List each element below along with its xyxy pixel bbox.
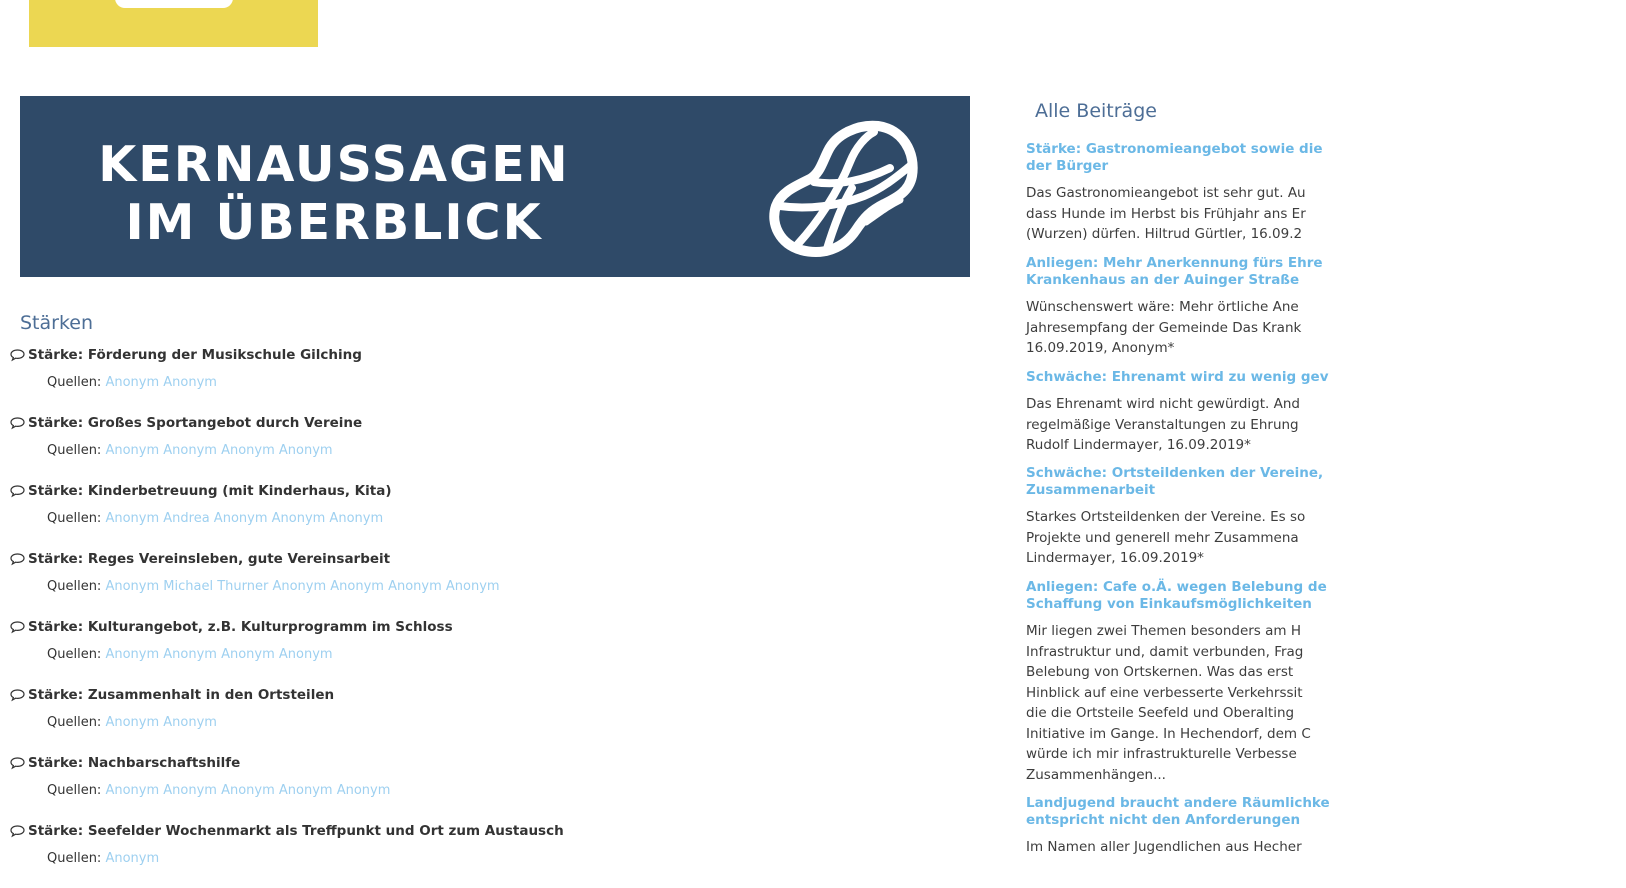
sources-links[interactable]: Anonym Anonym Anonym Anonym: [105, 647, 333, 662]
banner-title: [20, 136, 648, 252]
post-excerpt: [1026, 297, 1626, 359]
post-excerpt-line: die die Ortsteile Seefeld und Oberalting: [1026, 705, 1295, 721]
post-title-line: Schwäche: Ehrenamt wird zu wenig gev: [1026, 369, 1329, 385]
sources-links[interactable]: Anonym Anonym: [105, 715, 217, 730]
post-title-link[interactable]: [1026, 795, 1626, 829]
post-excerpt: [1026, 394, 1626, 456]
list-item: [10, 752, 910, 820]
post-excerpt-line: Mir liegen zwei Themen besonders am H: [1026, 623, 1301, 639]
post-item: [1026, 795, 1626, 858]
strength-link[interactable]: Stärke: Förderung der Musikschule Gilching: [28, 347, 362, 363]
post-excerpt-line: (Wurzen) dürfen. Hiltrud Gürtler, 16.09.2: [1026, 226, 1303, 242]
list-item: [10, 548, 910, 616]
sources-line: [47, 511, 383, 526]
sources-line: [47, 443, 333, 458]
sources-line: [47, 783, 390, 798]
post-excerpt-line: Wünschenswert wäre: Mehr örtliche Ane: [1026, 299, 1299, 315]
list-item: [10, 480, 910, 548]
peanut-icon: [768, 122, 918, 260]
post-item: [1026, 369, 1626, 456]
speech-bubble-icon: [10, 553, 25, 565]
banner-title-line-2: IM ÜBERBLICK: [125, 194, 543, 251]
list-item: [10, 684, 910, 752]
post-excerpt-line: regelmäßige Veranstaltungen zu Ehrung: [1026, 416, 1299, 433]
sources-label: Quellen:: [47, 375, 102, 390]
sources-links[interactable]: Anonym: [105, 851, 160, 866]
post-title-line: Anliegen: Cafe o.Ä. wegen Belebung de: [1026, 579, 1327, 595]
speech-bubble-icon: [10, 417, 25, 429]
banner-title-line-1: KERNAUSSAGEN: [98, 136, 570, 193]
post-title-line: entspricht nicht den Anforderungen: [1026, 812, 1301, 828]
post-item: [1026, 141, 1626, 245]
post-title-line: Krankenhaus an der Auinger Straße: [1026, 272, 1300, 288]
post-item: [1026, 465, 1626, 569]
post-excerpt-line: Infrastruktur und, damit verbunden, Frag: [1026, 643, 1304, 660]
strength-link[interactable]: Stärke: Kulturangebot, z.B. Kulturprogramm im Schloss: [28, 619, 453, 635]
sources-links[interactable]: Anonym Anonym Anonym Anonym Anonym: [105, 783, 391, 798]
post-excerpt-line: Lindermayer, 16.09.2019*: [1026, 550, 1204, 566]
post-title-line: Zusammenarbeit: [1026, 482, 1156, 498]
post-excerpt-line: Belebung von Ortskernen. Was das erst: [1026, 664, 1294, 680]
post-excerpt-line: Projekte und generell mehr Zusammena: [1026, 529, 1299, 546]
post-title-line: der Bürger: [1026, 158, 1109, 174]
speech-bubble-icon: [10, 621, 25, 633]
post-excerpt-line: Im Namen aller Jugendlichen aus Hecher: [1026, 839, 1302, 855]
post-title-link[interactable]: [1026, 465, 1626, 499]
post-title-link[interactable]: [1026, 369, 1626, 386]
post-title-link[interactable]: [1026, 255, 1626, 289]
post-title-line: Anliegen: Mehr Anerkennung fürs Ehre: [1026, 255, 1323, 271]
strengths-list: [10, 344, 910, 888]
post-excerpt-line: 16.09.2019, Anonym*: [1026, 340, 1175, 356]
sources-line: [47, 375, 217, 390]
strength-link[interactable]: Stärke: Seefelder Wochenmarkt als Treffpunkt und Ort zum Austausch: [28, 823, 564, 839]
post-title-link[interactable]: [1026, 579, 1626, 613]
sources-label: Quellen:: [47, 783, 102, 798]
post-excerpt-line: Das Ehrenamt wird nicht gewürdigt. And: [1026, 396, 1300, 412]
post-title-line: Schwäche: Ortsteildenken der Vereine,: [1026, 465, 1324, 481]
post-excerpt-line: Initiative im Gange. In Hechendorf, dem C: [1026, 725, 1311, 742]
post-item: [1026, 255, 1626, 359]
post-item: [1026, 579, 1626, 785]
all-posts-sidebar: [1026, 96, 1330, 863]
sources-links[interactable]: Anonym Anonym Anonym Anonym: [105, 443, 333, 458]
post-excerpt-line: Hinblick auf eine verbesserte Verkehrssit: [1026, 684, 1303, 701]
sources-links[interactable]: Anonym Michael Thurner Anonym Anonym Anonym Anonym: [105, 579, 500, 594]
sources-line: [47, 579, 500, 594]
post-title-link[interactable]: [1026, 141, 1626, 175]
sources-label: Quellen:: [47, 579, 102, 594]
strength-link[interactable]: Stärke: Zusammenhalt in den Ortsteilen: [28, 687, 335, 703]
post-excerpt-line: Rudolf Lindermayer, 16.09.2019*: [1026, 437, 1251, 453]
post-title-line: Landjugend braucht andere Räumlichke: [1026, 795, 1330, 811]
post-excerpt: [1026, 837, 1626, 858]
sources-label: Quellen:: [47, 715, 102, 730]
post-title-line: Schaffung von Einkaufsmöglichkeiten: [1026, 596, 1312, 612]
sources-line: [47, 715, 217, 730]
post-title-line: Stärke: Gastronomieangebot sowie die: [1026, 141, 1323, 157]
strength-link[interactable]: Stärke: Reges Vereinsleben, gute Vereinsarbeit: [28, 551, 391, 567]
sources-line: [47, 647, 333, 662]
speech-bubble-icon: [10, 689, 25, 701]
list-item: [10, 344, 910, 412]
strengths-heading: Stärken: [20, 312, 94, 334]
sources-label: Quellen:: [47, 443, 102, 458]
post-excerpt: [1026, 621, 1626, 785]
site-logo[interactable]: [29, 0, 318, 47]
strength-link[interactable]: Stärke: Nachbarschaftshilfe: [28, 755, 241, 771]
post-excerpt-line: Jahresempfang der Gemeinde Das Krank: [1026, 319, 1302, 336]
list-item: [10, 616, 910, 684]
post-excerpt-line: Zusammenhängen...: [1026, 766, 1166, 783]
strength-link[interactable]: Stärke: Kinderbetreuung (mit Kinderhaus, Kita): [28, 483, 392, 499]
sources-links[interactable]: Anonym Anonym: [105, 375, 217, 390]
post-excerpt: [1026, 183, 1626, 245]
post-excerpt-line: würde ich mir infrastrukturelle Verbesse: [1026, 746, 1297, 762]
list-item: [10, 820, 910, 888]
sources-label: Quellen:: [47, 851, 102, 866]
sources-line: [47, 851, 159, 866]
speech-bubble-icon: [10, 825, 25, 837]
post-excerpt: [1026, 507, 1626, 569]
post-excerpt-line: Das Gastronomieangebot ist sehr gut. Au: [1026, 185, 1306, 201]
speech-bubble-icon: [10, 349, 25, 361]
post-excerpt-line: dass Hunde im Herbst bis Frühjahr ans Er: [1026, 205, 1306, 222]
sources-links[interactable]: Anonym Andrea Anonym Anonym Anonym: [105, 511, 384, 526]
sources-label: Quellen:: [47, 647, 102, 662]
sources-label: Quellen:: [47, 511, 102, 526]
list-item: [10, 412, 910, 480]
key-statements-banner: [20, 96, 970, 277]
speech-bubble-icon: [10, 757, 25, 769]
all-posts-heading: Alle Beiträge: [1035, 100, 1157, 122]
strength-link[interactable]: Stärke: Großes Sportangebot durch Vereine: [28, 415, 363, 431]
speech-bubble-icon: [10, 485, 25, 497]
post-excerpt-line: Starkes Ortsteildenken der Vereine. Es so: [1026, 509, 1306, 525]
logo-shape: [115, 0, 233, 8]
